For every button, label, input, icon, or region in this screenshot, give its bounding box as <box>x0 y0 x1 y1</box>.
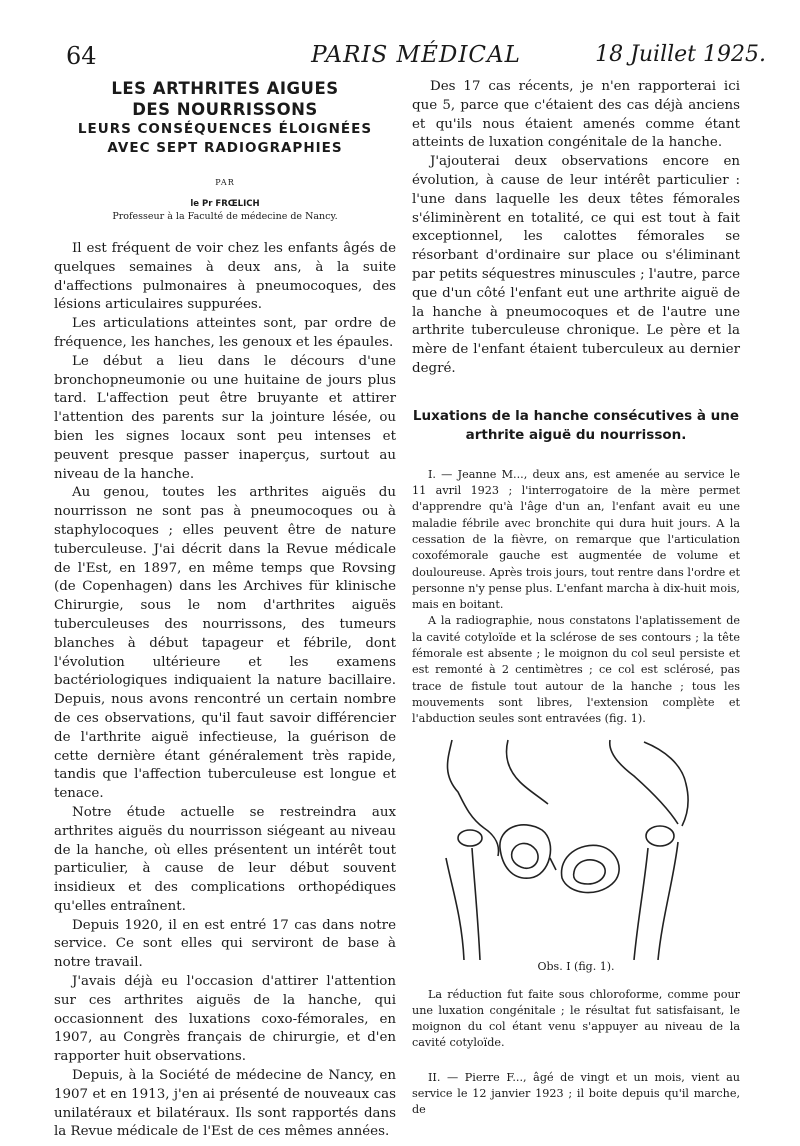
page-header <box>66 42 766 76</box>
left-body-text <box>54 240 396 1142</box>
journal-title: PARIS MÉDICAL <box>311 42 521 68</box>
right-body-text <box>412 78 740 379</box>
section-heading-line-2: arthrite aiguë du nourrisson. <box>465 426 687 443</box>
paragraph: Depuis 1920, il en est entré 17 cas dans notre service. Ce sont elles qui serviront de base à notre travail. <box>54 917 396 971</box>
paragraph: Il est fréquent de voir chez les enfants âgés de quelques semaines à deux ans, à la suite d'affections pulmonaires à pneumocoques, des lésions articulaires suppurées. <box>54 241 396 313</box>
observation-2 <box>412 1070 740 1119</box>
article-title-line-2: DES NOURRISSONS <box>132 100 318 119</box>
left-column <box>54 78 396 1142</box>
article-subtitle-line-2: AVEC SEPT RADIOGRAPHIES <box>107 140 343 156</box>
observation-paragraph: II. — Pierre F..., âgé de vingt et un mois, vient au service le 12 janvier 1923 ; il boite depuis qu'il marche, de <box>412 1070 740 1117</box>
article-title-line-1: LES ARTHRITES AIGUES <box>111 79 339 98</box>
figure-caption: Obs. I (fig. 1). <box>537 959 615 973</box>
section-heading-line-1: Luxations de la hanche consécutives à une <box>412 407 740 424</box>
page-number: 64 <box>66 42 97 70</box>
right-column <box>412 78 740 1119</box>
article-subtitle-line-1: LEURS CONSÉQUENCES ÉLOIGNÉES <box>77 121 373 137</box>
observation-paragraph: I. — Jeanne M..., deux ans, est amenée au service le 11 avril 1923 ; l'interrogatoire de la mère permet d'apprendre qu'à l'âge d'un an, l'enfant avait eu une maladie fébrile avec bronchite qui dura huit jours. A la cessation de la fièvre, on remarque que l'articulation coxofémorale gauche est augmentée de volume et douloureuse. Après trois jours, tout rentre dans l'ordre et personne n'y pense plus. L'enfant marcha à dix-huit mois, mais en boitant. <box>412 467 740 612</box>
section-heading <box>412 407 740 445</box>
paragraph: Notre étude actuelle se restreindra aux arthrites aiguës du nourrisson siégeant au niveau de la hanche, où elles présentent un intérêt tout particulier, à cause de leur début souvent insidieux et des complications orthopédiques qu'elles entraînent. <box>54 804 396 914</box>
issue-date: 18 Juillet 1925. <box>595 42 766 67</box>
hip-radiograph-drawing <box>412 738 740 960</box>
paragraph: Les articulations atteintes sont, par ordre de fréquence, les hanches, les genoux et les épaules. <box>54 316 396 350</box>
paragraph: J'ajouterai deux observations encore en évolution, à cause de leur intérêt particulier : l'une dans laquelle les deux têtes fémorales s'éliminèrent en totalité, ce qui est tout à fait exceptionnel, les calottes fémorales se résorbant d'ordinaire sur place ou s'éliminant par petits séquestres minuscules ; l'autre, parce que d'un côté l'enfant eut une arthrite aiguë de la hanche à pneumocoques et de l'autre une arthrite tuberculeuse chronique. Le père et la mère de l'enfant étaient tuberculeux au dernier degré. <box>412 154 741 376</box>
byline: PAR <box>215 178 235 187</box>
observation-1-closing <box>412 987 740 1052</box>
paragraph: Depuis, à la Société de médecine de Nancy, en 1907 et en 1913, j'en ai présenté de nouveaux cas unilatéraux et bilatéraux. Ils sont rapportés dans la Revue médicale de l'Est de ces mêmes années. <box>54 1068 396 1140</box>
author-affiliation: Professeur à la Faculté de médecine de Nancy. <box>112 211 338 222</box>
author-name: le Pr FRŒLICH <box>190 199 260 209</box>
observation-paragraph: La réduction fut faite sous chloroforme, comme pour une luxation congénitale ; le résultat fut satisfaisant, le moignon du col étant venu s'appuyer au niveau de la cavité cotyloïde. <box>412 987 740 1050</box>
paragraph: Le début a lieu dans le décours d'une bronchopneumonie ou une huitaine de jours plus tard. L'affection peut être bruyante et attirer l'attention des parents sur la jointure lésée, ou bien les signes locaux sont peu intenses et peuvent presque passer inaperçus, surtout au niveau de la hanche. <box>54 353 396 482</box>
paragraph: J'avais déjà eu l'occasion d'attirer l'attention sur ces arthrites aiguës de la hanche, qui occasionnent des luxations coxo-fémorales, en 1907, au Congrès français de chirurgie, et d'en rapporter huit observations. <box>54 974 396 1065</box>
paragraph: Des 17 cas récents, je n'en rapporterai ici que 5, parce que c'étaient des cas déjà anciens et qu'ils nous étaient amenés comme étant atteints de luxation congénitale de la hanche. <box>412 79 740 151</box>
radiograph-figure <box>412 738 740 960</box>
observation-1 <box>412 467 740 728</box>
observation-paragraph: A la radiographie, nous constatons l'aplatissement de la cavité cotyloïde et la sclérose de ses contours ; la tête fémorale est absente ; le moignon du col seul persiste et est remonté à 2 centimètres ; ce col est sclérosé, pas trace de fistule tout autour de la hanche ; tous les mouvements sont libres, l'extension complète et l'abduction seules sont entravées (fig. 1). <box>412 614 740 726</box>
paragraph: Au genou, toutes les arthrites aiguës du nourrisson ne sont pas à pneumocoques ou à staphylocoques ; elles peuvent être de nature tuberculeuse. J'ai décrit dans la Revue médicale de l'Est, en 1897, en même temps que Rovsing (de Copenhagen) dans les Archives für klinische Chirurgie, sous le nom d'arthrites aiguës tuberculeuses des nourrissons, des tumeurs blanches à début tapageur et fébrile, dont l'évolution ultérieure et les examens bactériologiques indiquaient la nature bacillaire. Depuis, nous avons rencontré un certain nombre de ces observations, qu'il faut savoir différencier de l'arthrite aiguë infectieuse, la guérison de cette dernière étant généralement très rapide, tandis que l'affection tuberculeuse est longue et tenace. <box>54 485 396 802</box>
